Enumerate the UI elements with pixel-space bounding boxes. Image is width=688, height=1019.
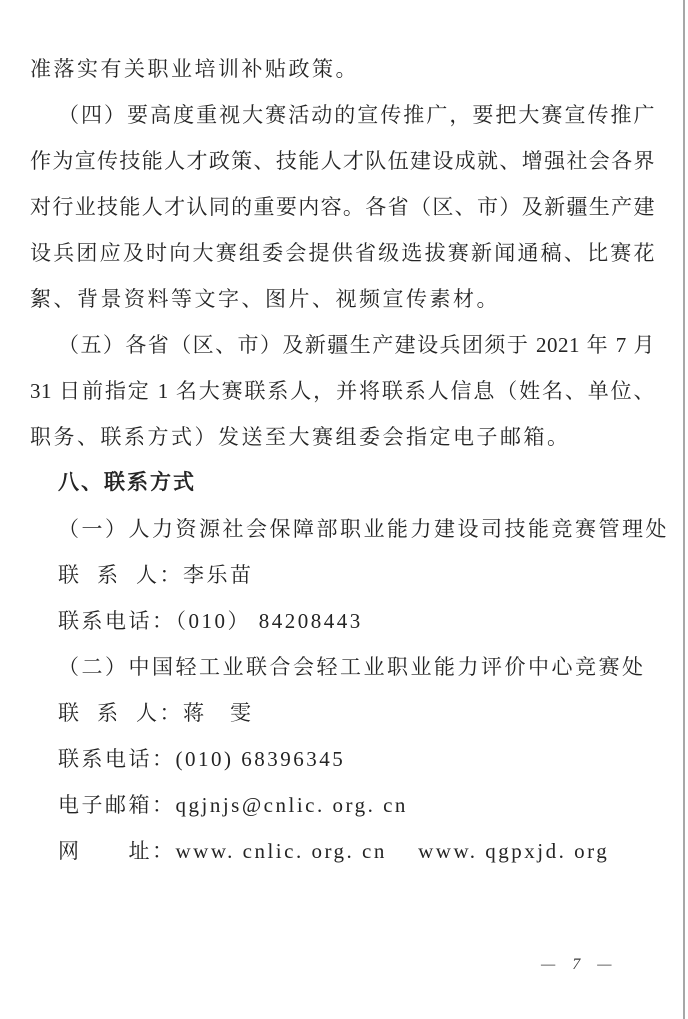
contact-person-1: 联 系 人：李乐苗 [58, 563, 254, 587]
body-text-line: 31 日前指定 1 名大赛联系人，并将联系人信息（姓名、单位、 [30, 379, 655, 403]
contact-org-2: （二）中国轻工业联合会轻工业职业能力评价中心竞赛处 [58, 655, 646, 679]
section-heading-contacts: 八、联系方式 [58, 471, 196, 494]
contact-person-2: 联 系 人：蒋 雯 [58, 701, 254, 725]
scan-edge-line [683, 0, 685, 1019]
text-column [30, 46, 669, 874]
contact-website: 网 址：www. cnlic. org. cn www. qgpxjd. org [58, 839, 610, 863]
body-text-line: 准落实有关职业培训补贴政策。 [30, 57, 359, 81]
page-number: — 7 — [541, 956, 614, 973]
contact-phone-2: 联系电话：(010) 68396345 [58, 747, 346, 771]
body-text-line: 职务、联系方式）发送至大赛组委会指定电子邮箱。 [30, 425, 571, 449]
body-text-line: （五）各省（区、市）及新疆生产建设兵团须于 2021 年 7 月 [58, 333, 655, 357]
body-text-line: 作为宣传技能人才政策、技能人才队伍建设成就、增强社会各界 [30, 149, 655, 173]
contact-org-1: （一）人力资源社会保障部职业能力建设司技能竞赛管理处 [58, 517, 669, 541]
body-text-line: （四）要高度重视大赛活动的宣传推广，要把大赛宣传推广 [58, 103, 655, 127]
body-text-line: 絮、背景资料等文字、图片、视频宣传素材。 [30, 287, 500, 311]
body-text-line: 对行业技能人才认同的重要内容。各省（区、市）及新疆生产建 [30, 195, 655, 219]
contact-phone-1: 联系电话：（010） 84208443 [58, 609, 363, 633]
body-text-line: 设兵团应及时向大赛组委会提供省级选拔赛新闻通稿、比赛花 [30, 241, 655, 265]
contact-email: 电子邮箱：qgjnjs@cnlic. org. cn [58, 793, 408, 817]
